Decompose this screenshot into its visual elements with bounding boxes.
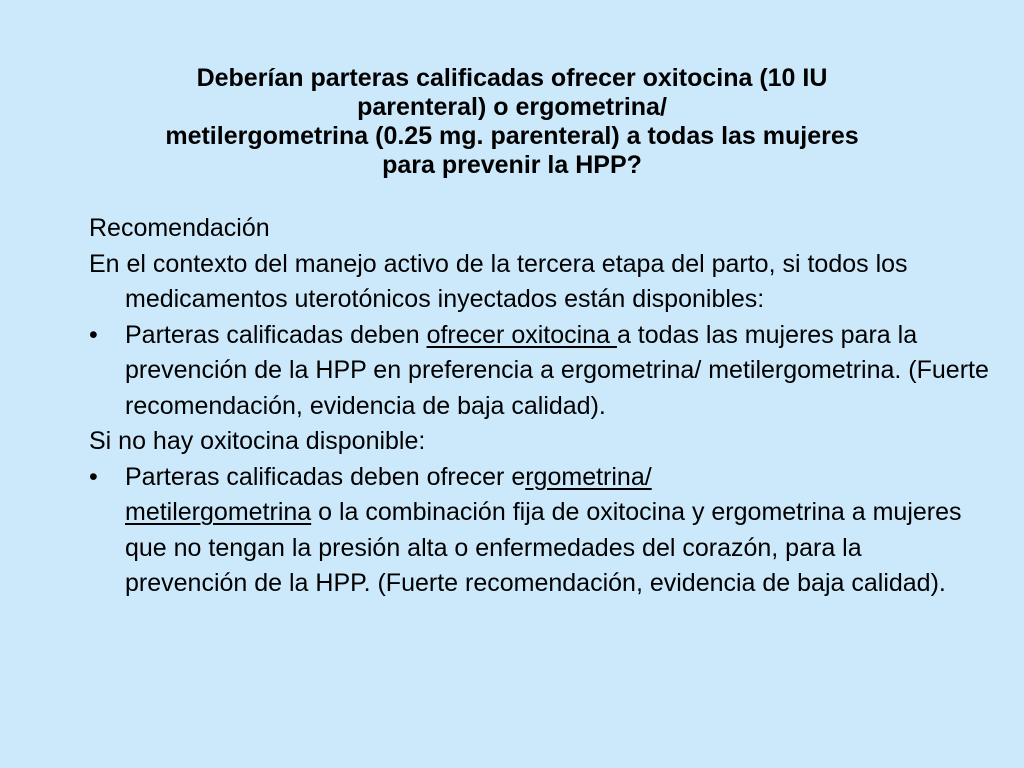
bullet1-text-after: a todas las mujeres para la prevención de la HPP en preferencia a ergometrina/ metilergometrina. (Fuerte recomendación, evidencia de baja calidad). [125, 320, 989, 420]
bullet2-underlined-text-2: metilergometrina [125, 498, 312, 526]
bullet-icon: • [89, 462, 98, 491]
slide-title [90, 64, 934, 180]
title-line-2: parenteral) o ergometrina/ [357, 93, 667, 121]
recommendation-label: Recomendación [89, 214, 270, 242]
context-paragraph: En el contexto del manejo activo de la tercera etapa del parto, si todos los medicamentos uterotónicos inyectados están disponibles: [89, 249, 908, 313]
bullet1-text-before: Parteras calificadas deben [125, 320, 427, 349]
title-line-3: metilergometrina (0.25 mg. parenteral) a todas las mujeres [165, 122, 859, 150]
bullet-icon: • [89, 320, 98, 349]
bullet-ergometrine [89, 460, 989, 602]
bullet2-underlined-text-1: rgometrina/ [525, 462, 652, 491]
title-line-1: Deberían parteras calificadas ofrecer oxitocina (10 IU [196, 64, 828, 92]
no-oxytocin-paragraph: Si no hay oxitocina disponible: [89, 427, 426, 455]
bullet2-text-after: o la combinación fija de oxitocina y ergometrina a mujeres que no tengan la presión alta o enfermedades del corazón, para la prevención de la HPP. (Fuerte recomendación, evidencia de baja calidad). [125, 498, 962, 597]
bullet2-text-before: Parteras calificadas deben ofrecer e [125, 462, 526, 491]
slide-body [89, 211, 989, 602]
bullet-oxytocin [89, 318, 989, 425]
bullet1-underlined-text: ofrecer oxitocina [426, 320, 617, 349]
title-line-4: para prevenir la HPP? [382, 151, 642, 179]
